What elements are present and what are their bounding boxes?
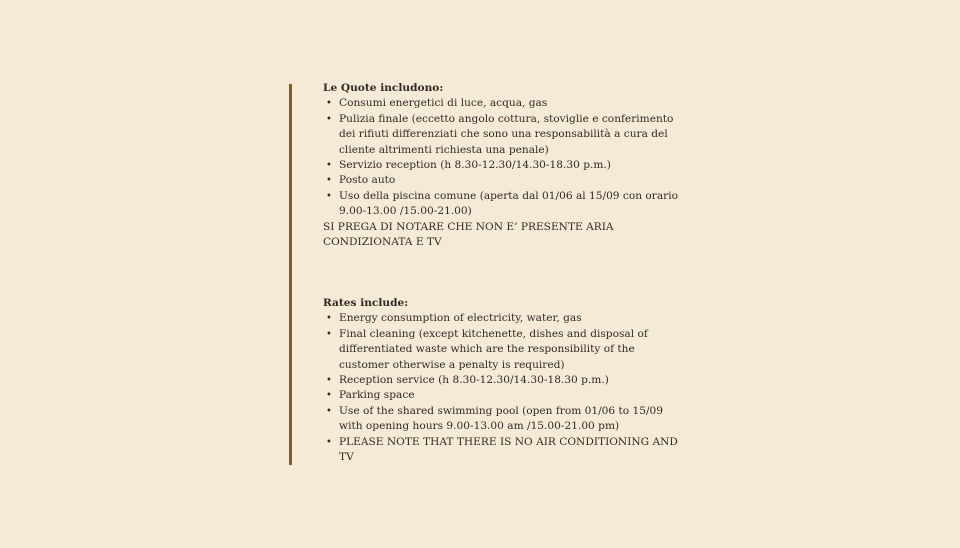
italian-list — [323, 96, 683, 219]
english-list-item: • Final cleaning (except kitchenette, dishes and disposal of differentiated waste which are the responsibility of the customer otherwise a penalty is required) — [323, 327, 683, 373]
italian-list-item: • Pulizia finale (eccetto angolo cottura, stoviglie e conferimento dei rifiuti differenziati che sono una responsabilità a cura del cliente altrimenti richiesta una penale) — [323, 112, 683, 158]
italian-list-item: • Servizio reception (h 8.30-12.30/14.30-18.30 p.m.) — [323, 158, 683, 173]
italian-list-item: • Uso della piscina comune (aperta dal 01/06 al 15/09 con orario 9.00-13.00 /15.00-21.00) — [323, 189, 683, 220]
english-list — [323, 311, 683, 465]
english-list-item: • PLEASE NOTE THAT THERE IS NO AIR CONDITIONING AND TV — [323, 435, 683, 466]
english-list-item: • Parking space — [323, 388, 683, 403]
italian-list-item: • Posto auto — [323, 173, 683, 188]
italian-heading: Le Quote includono: — [323, 82, 444, 94]
english-section — [323, 296, 683, 465]
english-list-item: • Reception service (h 8.30-12.30/14.30-18.30 p.m.) — [323, 373, 683, 388]
english-list-item: • Energy consumption of electricity, water, gas — [323, 311, 683, 326]
italian-list-item: • Consumi energetici di luce, acqua, gas — [323, 96, 683, 111]
italian-section — [323, 81, 683, 250]
vertical-divider-line — [289, 84, 292, 465]
english-list-item: • Use of the shared swimming pool (open from 01/06 to 15/09 with opening hours 9.00-13.00 am /15.00-21.00 pm) — [323, 404, 683, 435]
english-heading: Rates include: — [323, 297, 409, 309]
italian-note: SI PREGA DI NOTARE CHE NON E’ PRESENTE ARIA CONDIZIONATA E TV — [323, 220, 614, 249]
